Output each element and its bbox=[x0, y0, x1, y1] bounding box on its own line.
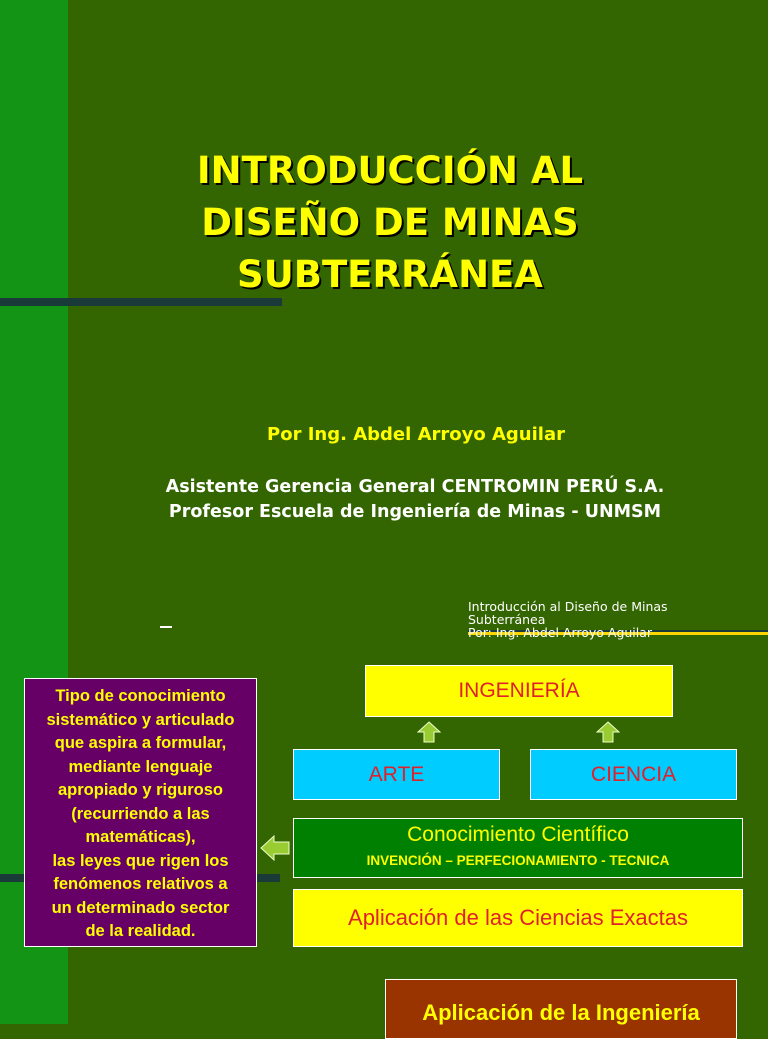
definition-line: las leyes que rigen los bbox=[52, 851, 229, 870]
footer-line-2: Subterránea bbox=[468, 612, 546, 627]
up-arrow-icon bbox=[596, 721, 620, 743]
definition-line: sistemático y articulado bbox=[46, 710, 235, 729]
arte-box: ARTE bbox=[293, 749, 500, 800]
footer-line-3: Por: Ing. Abdel Arroyo Aguilar bbox=[468, 625, 653, 640]
definition-line: apropiado y riguroso bbox=[57, 781, 224, 799]
affiliation bbox=[90, 475, 740, 525]
title-line-1: INTRODUCCIÓN AL bbox=[196, 149, 584, 192]
conocimiento-box bbox=[293, 818, 743, 878]
definition-line: matemáticas), bbox=[85, 828, 196, 846]
ingenieria-box: INGENIERÍA bbox=[365, 665, 673, 717]
definition-line: fenómenos relativos a bbox=[53, 875, 228, 893]
slide-title bbox=[90, 145, 690, 301]
footer-note bbox=[468, 600, 768, 639]
affiliation-line-1: Asistente Gerencia General CENTROMIN PERÚ S.A. bbox=[165, 477, 665, 497]
ciencia-box: CIENCIA bbox=[530, 749, 737, 800]
up-arrow-icon bbox=[417, 721, 441, 743]
small-dash bbox=[160, 626, 172, 628]
definition-line: Tipo de conocimiento bbox=[55, 687, 226, 705]
definition-line: un determinado sector bbox=[51, 898, 230, 917]
definition-line: de la realidad. bbox=[85, 922, 196, 940]
footer-line-1: Introducción al Diseño de Minas bbox=[468, 599, 668, 614]
title-line-3: SUBTERRÁNEA bbox=[237, 253, 543, 296]
definition-line: (recurriendo a las bbox=[71, 804, 210, 823]
title-line-2: DISEÑO DE MINAS bbox=[201, 201, 579, 244]
affiliation-line-2: Profesor Escuela de Ingeniería de Minas - UNMSM bbox=[168, 502, 662, 522]
aplicacion-ingenieria-box: Aplicación de la Ingeniería bbox=[385, 979, 737, 1039]
left-arrow-icon bbox=[260, 833, 290, 863]
definition-line: que aspira a formular, bbox=[54, 734, 227, 752]
definition-box bbox=[24, 678, 257, 947]
conocimiento-title: Conocimiento Científico bbox=[407, 823, 629, 846]
aplicacion-ciencias-box: Aplicación de las Ciencias Exactas bbox=[293, 889, 743, 947]
author-line: Por Ing. Abdel Arroyo Aguilar bbox=[267, 424, 565, 445]
conocimiento-subtitle: INVENCIÓN – PERFECIONAMIENTO - TECNICA bbox=[366, 853, 670, 868]
definition-line: mediante lenguaje bbox=[68, 757, 213, 776]
